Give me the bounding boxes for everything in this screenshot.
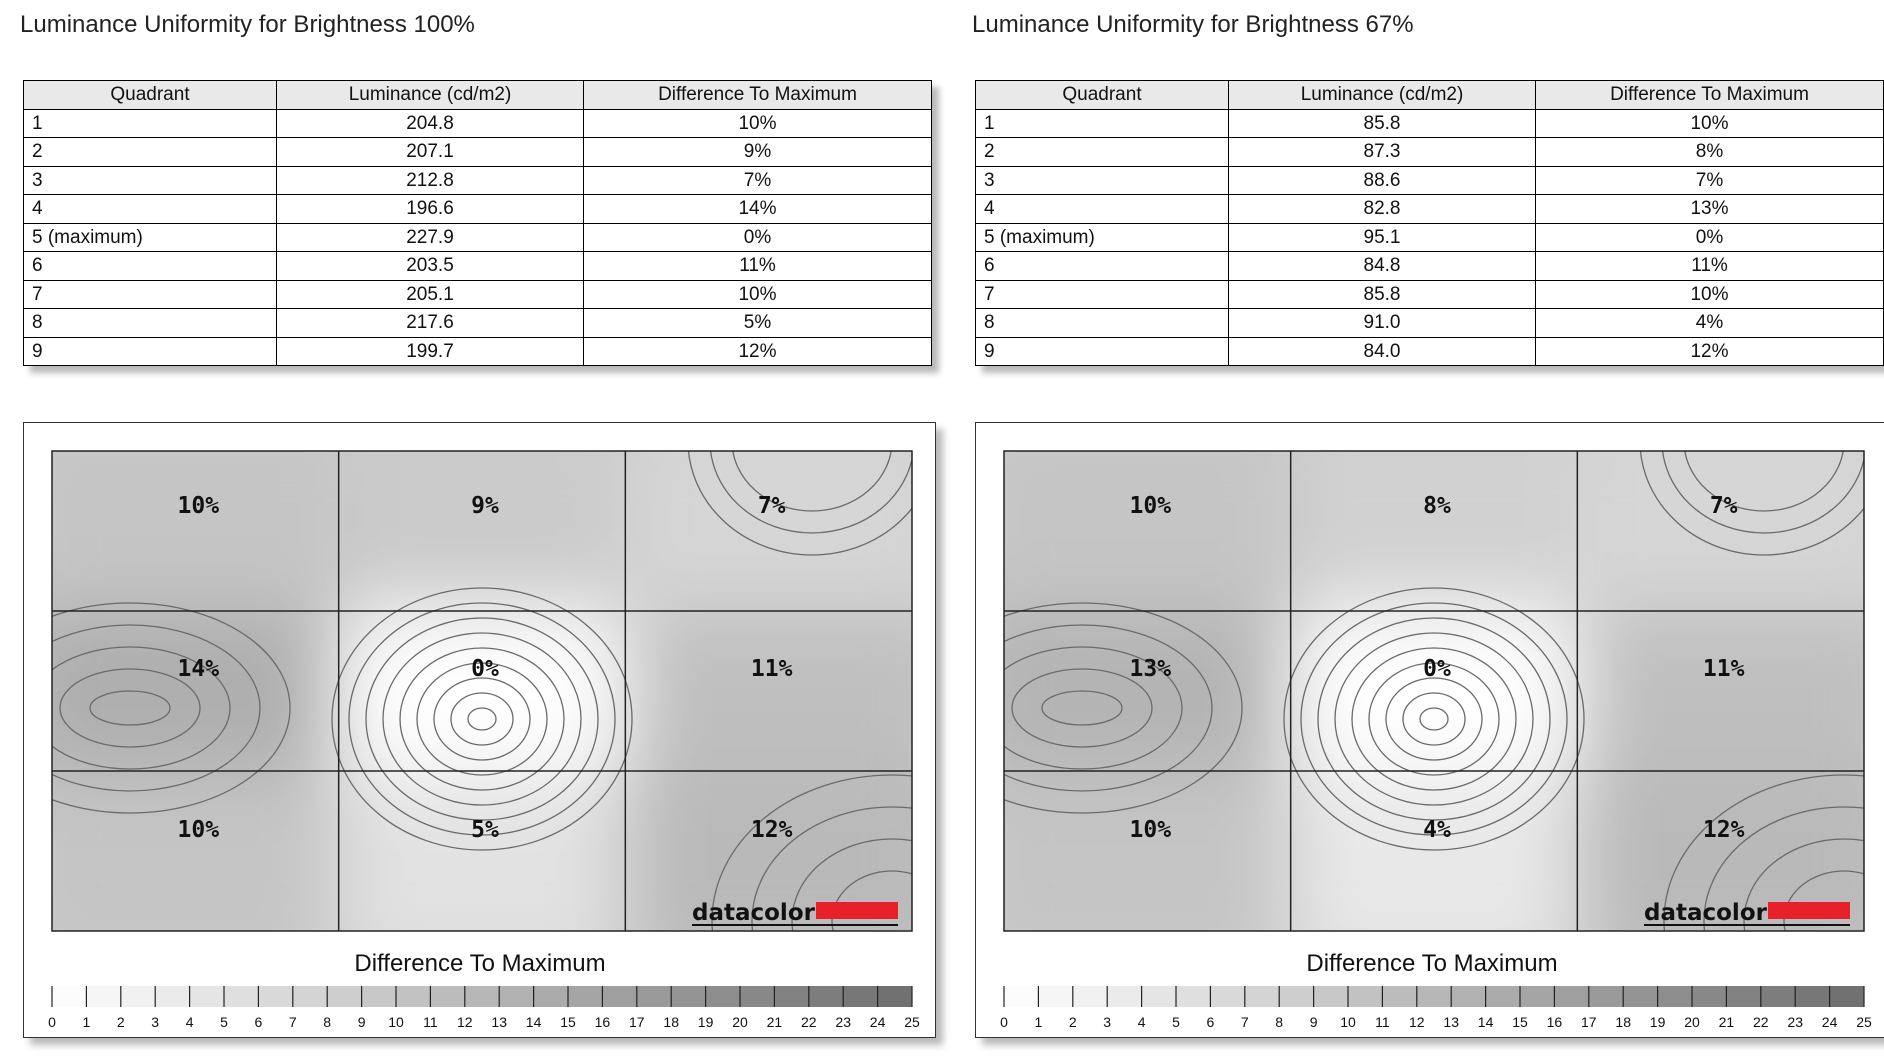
quadrant-label: 5% — [471, 817, 499, 843]
scale-tick-label: 14 — [1477, 1014, 1494, 1030]
scale-tick-label: 13 — [1443, 1014, 1459, 1030]
scale-tick-label: 20 — [1684, 1014, 1700, 1030]
logo-text: datacolor — [1644, 900, 1767, 926]
scale-tick-label: 17 — [629, 1014, 645, 1030]
difference-cell: 10% — [1536, 109, 1884, 138]
table-row — [24, 280, 932, 309]
heatmap-cell — [625, 611, 935, 771]
luminance-table — [23, 80, 932, 366]
table-row — [976, 252, 1884, 281]
scale-segment — [224, 986, 259, 1007]
luminance-cell: 199.7 — [277, 337, 584, 366]
scale-segment — [1726, 986, 1761, 1007]
scale-segment — [121, 986, 156, 1007]
scale-segment — [1279, 986, 1314, 1007]
scale-tick-label: 0 — [1000, 1014, 1008, 1030]
uniformity-contour-chart — [975, 422, 1884, 1038]
table-header-row — [24, 81, 932, 110]
scale-tick-label: 6 — [1206, 1014, 1215, 1030]
difference-cell: 7% — [1536, 166, 1884, 195]
scale-segment — [1142, 986, 1177, 1007]
table-row — [976, 337, 1884, 366]
quadrant-cell: 7 — [24, 280, 277, 309]
scale-segment — [602, 986, 637, 1007]
quadrant-cell: 4 — [24, 195, 277, 224]
scale-tick-label: 8 — [1275, 1014, 1284, 1030]
logo-text: datacolor — [692, 900, 815, 926]
scale-tick-label: 20 — [732, 1014, 748, 1030]
scale-tick-label: 0 — [48, 1014, 56, 1030]
table-row — [976, 309, 1884, 338]
scale-segment — [86, 986, 121, 1007]
luminance-cell: 85.8 — [1229, 280, 1536, 309]
quadrant-cell: 2 — [976, 138, 1229, 167]
scale-tick-label: 10 — [1340, 1014, 1356, 1030]
quadrant-label: 0% — [1423, 656, 1451, 682]
table-row — [24, 337, 932, 366]
luminance-cell: 88.6 — [1229, 166, 1536, 195]
scale-segment — [1348, 986, 1383, 1007]
quadrant-label: 10% — [177, 817, 220, 843]
luminance-cell: 227.9 — [277, 223, 584, 252]
scale-tick-label: 12 — [457, 1014, 473, 1030]
scale-tick-label: 5 — [220, 1014, 228, 1030]
legend-title: Difference To Maximum — [1306, 950, 1558, 977]
color-scale-legend — [1000, 950, 1872, 1030]
scale-segment — [465, 986, 500, 1007]
table-row — [976, 109, 1884, 138]
scale-segment — [809, 986, 844, 1007]
scale-tick-label: 14 — [525, 1014, 542, 1030]
quadrant-cell: 8 — [24, 309, 277, 338]
difference-cell: 7% — [584, 166, 932, 195]
scale-segment — [534, 986, 569, 1007]
difference-cell: 4% — [1536, 309, 1884, 338]
scale-segment — [843, 986, 878, 1007]
scale-tick-label: 25 — [1856, 1014, 1872, 1030]
quadrant-label: 10% — [177, 493, 220, 519]
heatmap-cell — [1577, 611, 1884, 771]
difference-cell: 12% — [1536, 337, 1884, 366]
column-header: Luminance (cd/m2) — [1229, 81, 1536, 110]
quadrant-label: 9% — [471, 493, 499, 519]
scale-segment — [878, 986, 913, 1007]
panel-title: Luminance Uniformity for Brightness 67% — [972, 11, 1414, 38]
heatmap-cell — [339, 611, 626, 771]
quadrant-label: 0% — [471, 656, 499, 682]
scale-segment — [499, 986, 534, 1007]
difference-cell: 8% — [1536, 138, 1884, 167]
quadrant-cell: 4 — [976, 195, 1229, 224]
scale-tick-label: 5 — [1172, 1014, 1180, 1030]
difference-cell: 13% — [1536, 195, 1884, 224]
difference-cell: 10% — [584, 280, 932, 309]
luminance-cell: 84.0 — [1229, 337, 1536, 366]
quadrant-label: 14% — [177, 656, 220, 682]
scale-segment — [52, 986, 87, 1007]
scale-segment — [1245, 986, 1280, 1007]
scale-tick-label: 24 — [869, 1014, 886, 1030]
scale-segment — [1554, 986, 1589, 1007]
table-row — [976, 280, 1884, 309]
quadrant-label: 12% — [750, 817, 793, 843]
scale-tick-label: 19 — [1649, 1014, 1666, 1030]
luminance-cell: 95.1 — [1229, 223, 1536, 252]
quadrant-cell: 9 — [976, 337, 1229, 366]
scale-tick-label: 17 — [1581, 1014, 1597, 1030]
table-row — [24, 252, 932, 281]
quadrant-cell: 9 — [24, 337, 277, 366]
scale-segment — [1520, 986, 1555, 1007]
scale-tick-label: 24 — [1821, 1014, 1838, 1030]
heatmap-cell — [24, 611, 339, 771]
color-scale-legend — [48, 950, 920, 1030]
quadrant-cell: 6 — [976, 252, 1229, 281]
difference-cell: 0% — [1536, 223, 1884, 252]
contour-plot-svg — [976, 423, 1884, 1037]
scale-tick-label: 16 — [1546, 1014, 1563, 1030]
scale-segment — [1692, 986, 1727, 1007]
scale-segment — [1795, 986, 1830, 1007]
scale-segment — [1004, 986, 1039, 1007]
scale-segment — [1073, 986, 1108, 1007]
scale-tick-label: 22 — [1753, 1014, 1769, 1030]
quadrant-cell: 2 — [24, 138, 277, 167]
table-row — [24, 195, 932, 224]
table-row — [976, 166, 1884, 195]
column-header: Difference To Maximum — [1536, 81, 1884, 110]
quadrant-label: 10% — [1129, 817, 1172, 843]
table-row — [24, 138, 932, 167]
difference-cell: 10% — [1536, 280, 1884, 309]
scale-tick-label: 23 — [835, 1014, 851, 1030]
scale-tick-label: 13 — [491, 1014, 507, 1030]
scale-tick-label: 16 — [594, 1014, 611, 1030]
scale-tick-label: 11 — [1375, 1014, 1390, 1030]
scale-segment — [155, 986, 190, 1007]
legend-title: Difference To Maximum — [354, 950, 606, 977]
scale-tick-label: 7 — [288, 1014, 297, 1030]
scale-tick-label: 9 — [1309, 1014, 1318, 1030]
heatmap-cell — [1291, 611, 1578, 771]
scale-tick-label: 21 — [766, 1014, 783, 1030]
quadrant-label: 7% — [1709, 493, 1738, 519]
table-row — [24, 166, 932, 195]
quadrant-cell: 1 — [24, 109, 277, 138]
panel-title: Luminance Uniformity for Brightness 100% — [20, 11, 475, 38]
scale-tick-label: 3 — [1103, 1014, 1112, 1030]
luminance-cell: 82.8 — [1229, 195, 1536, 224]
scale-segment — [1761, 986, 1796, 1007]
scale-tick-label: 4 — [1137, 1014, 1146, 1030]
scale-segment — [430, 986, 465, 1007]
luminance-table — [975, 80, 1884, 366]
luminance-cell: 196.6 — [277, 195, 584, 224]
scale-segment — [190, 986, 225, 1007]
scale-tick-label: 11 — [423, 1014, 438, 1030]
scale-tick-label: 23 — [1787, 1014, 1803, 1030]
table-row — [976, 195, 1884, 224]
difference-cell: 5% — [584, 309, 932, 338]
difference-cell: 11% — [1536, 252, 1884, 281]
heatmap-cell — [1291, 771, 1578, 971]
difference-cell: 10% — [584, 109, 932, 138]
scale-tick-label: 1 — [1034, 1014, 1043, 1030]
quadrant-cell: 7 — [976, 280, 1229, 309]
heatmap-cell — [24, 771, 339, 971]
scale-tick-label: 4 — [185, 1014, 194, 1030]
scale-tick-label: 10 — [388, 1014, 404, 1030]
scale-segment — [1417, 986, 1452, 1007]
quadrant-label: 8% — [1423, 493, 1451, 519]
scale-segment — [258, 986, 293, 1007]
quadrant-cell: 5 (maximum) — [976, 223, 1229, 252]
quadrant-cell: 1 — [976, 109, 1229, 138]
scale-tick-label: 15 — [1512, 1014, 1528, 1030]
luminance-cell: 217.6 — [277, 309, 584, 338]
scale-segment — [1830, 986, 1865, 1007]
luminance-cell: 204.8 — [277, 109, 584, 138]
scale-tick-label: 25 — [904, 1014, 920, 1030]
scale-tick-label: 1 — [82, 1014, 91, 1030]
uniformity-contour-chart — [23, 422, 936, 1038]
scale-tick-label: 7 — [1240, 1014, 1249, 1030]
luminance-cell: 87.3 — [1229, 138, 1536, 167]
luminance-cell: 212.8 — [277, 166, 584, 195]
column-header: Luminance (cd/m2) — [277, 81, 584, 110]
scale-tick-label: 15 — [560, 1014, 576, 1030]
scale-segment — [396, 986, 431, 1007]
column-header: Quadrant — [24, 81, 277, 110]
quadrant-label: 7% — [757, 493, 786, 519]
scale-tick-label: 22 — [801, 1014, 817, 1030]
scale-tick-label: 6 — [254, 1014, 263, 1030]
column-header: Difference To Maximum — [584, 81, 932, 110]
difference-cell: 11% — [584, 252, 932, 281]
scale-tick-label: 8 — [323, 1014, 332, 1030]
difference-cell: 0% — [584, 223, 932, 252]
quadrant-cell: 3 — [976, 166, 1229, 195]
quadrant-cell: 6 — [24, 252, 277, 281]
quadrant-cell: 5 (maximum) — [24, 223, 277, 252]
scale-segment — [1486, 986, 1521, 1007]
scale-segment — [1210, 986, 1245, 1007]
quadrant-label: 13% — [1129, 656, 1172, 682]
scale-segment — [1107, 986, 1142, 1007]
quadrant-cell: 3 — [24, 166, 277, 195]
luminance-cell: 205.1 — [277, 280, 584, 309]
scale-segment — [1658, 986, 1693, 1007]
quadrant-label: 10% — [1129, 493, 1172, 519]
scale-segment — [1382, 986, 1417, 1007]
table-row — [24, 223, 932, 252]
scale-tick-label: 19 — [697, 1014, 714, 1030]
contour-plot-svg — [24, 423, 935, 1037]
difference-cell: 14% — [584, 195, 932, 224]
difference-cell: 9% — [584, 138, 932, 167]
scale-tick-label: 12 — [1409, 1014, 1425, 1030]
scale-segment — [1176, 986, 1211, 1007]
scale-segment — [1314, 986, 1349, 1007]
scale-tick-label: 18 — [663, 1014, 679, 1030]
heatmap-cell — [339, 771, 626, 971]
scale-segment — [637, 986, 672, 1007]
scale-segment — [362, 986, 397, 1007]
luminance-cell: 84.8 — [1229, 252, 1536, 281]
scale-tick-label: 3 — [151, 1014, 160, 1030]
scale-tick-label: 2 — [116, 1014, 125, 1030]
scale-segment — [706, 986, 741, 1007]
quadrant-label: 12% — [1702, 817, 1745, 843]
table-row — [976, 223, 1884, 252]
luminance-cell: 85.8 — [1229, 109, 1536, 138]
table-row — [24, 309, 932, 338]
quadrant-label: 11% — [1702, 656, 1745, 682]
scale-segment — [1451, 986, 1486, 1007]
table-row — [24, 109, 932, 138]
quadrant-label: 11% — [750, 656, 793, 682]
column-header: Quadrant — [976, 81, 1229, 110]
heatmap-cell — [976, 611, 1291, 771]
scale-tick-label: 2 — [1068, 1014, 1077, 1030]
scale-segment — [568, 986, 603, 1007]
difference-cell: 12% — [584, 337, 932, 366]
scale-segment — [671, 986, 706, 1007]
luminance-cell: 91.0 — [1229, 309, 1536, 338]
heatmap-cell — [976, 771, 1291, 971]
scale-segment — [1589, 986, 1624, 1007]
luminance-cell: 203.5 — [277, 252, 584, 281]
scale-tick-label: 18 — [1615, 1014, 1631, 1030]
scale-tick-label: 9 — [357, 1014, 366, 1030]
scale-tick-label: 21 — [1718, 1014, 1735, 1030]
scale-segment — [1623, 986, 1658, 1007]
table-row — [976, 138, 1884, 167]
scale-segment — [740, 986, 775, 1007]
scale-segment — [293, 986, 328, 1007]
scale-segment — [327, 986, 362, 1007]
luminance-cell: 207.1 — [277, 138, 584, 167]
scale-segment — [774, 986, 809, 1007]
scale-segment — [1038, 986, 1073, 1007]
table-header-row — [976, 81, 1884, 110]
quadrant-label: 4% — [1423, 817, 1451, 843]
quadrant-cell: 8 — [976, 309, 1229, 338]
